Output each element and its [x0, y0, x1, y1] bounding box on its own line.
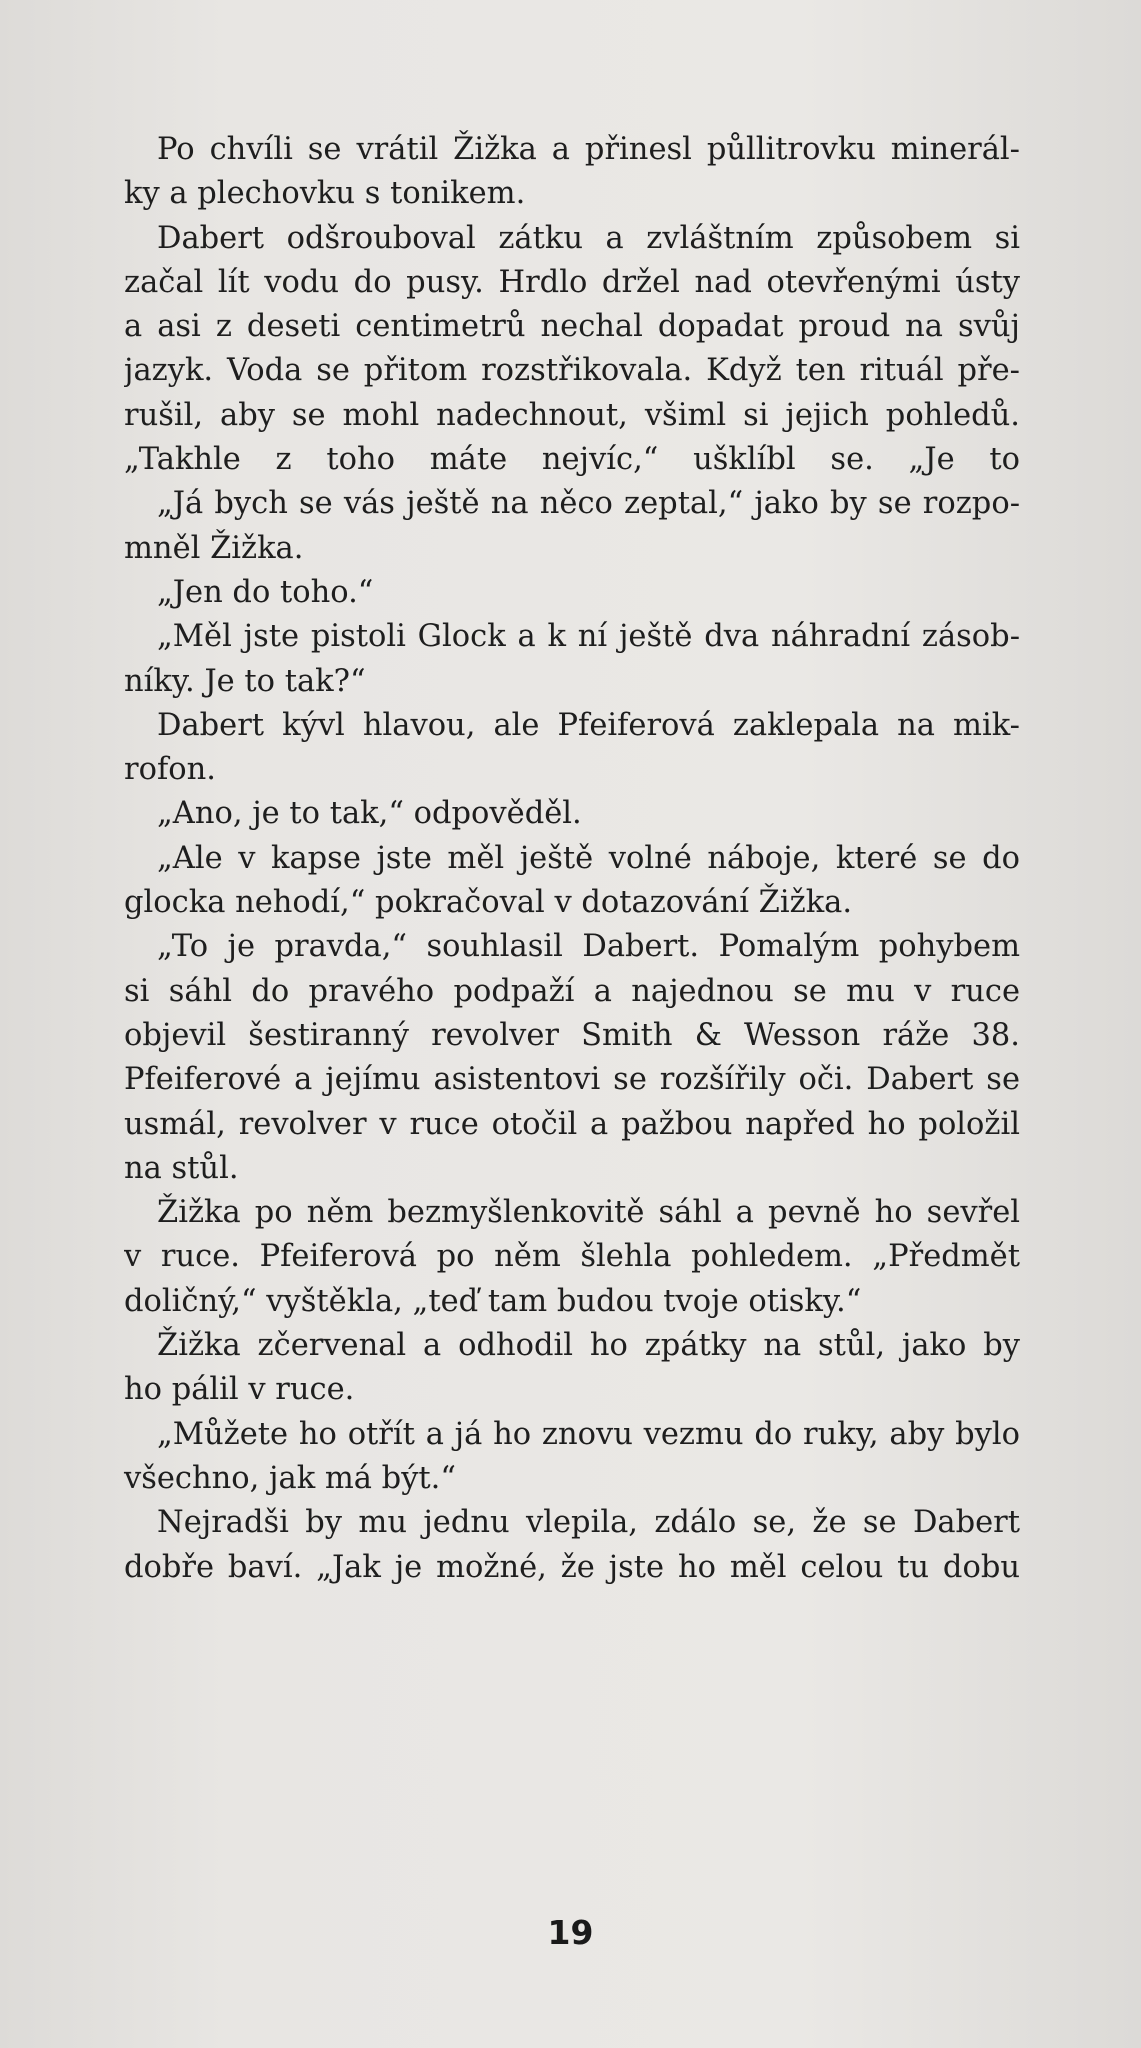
text-line: Žižka po něm bezmyšlenkovitě sáhl a pevně ho sevřel [157, 1195, 1020, 1231]
text-line: „Jen do toho.“ [157, 574, 374, 610]
text-line: „Měl jste pistoli Glock a k ní ještě dva náhradní zásob- [157, 619, 1020, 655]
text-line: „Takhle z toho máte nejvíc,“ ušklíbl se. „Je to [124, 442, 1020, 478]
text-line: začal lít vodu do pusy. Hrdlo držel nad otevřenými ústy [124, 264, 1020, 300]
text-line: Žižka zčervenal a odhodil ho zpátky na stůl, jako by [157, 1328, 1020, 1364]
text-line: doličný,“ vyštěkla, „teď tam budou tvoje otisky.“ [124, 1283, 862, 1319]
text-line: „To je pravda,“ souhlasil Dabert. Pomalým pohybem [157, 929, 1020, 965]
text-line: objevil šestiranný revolver Smith & Wesson ráže 38. [124, 1017, 1020, 1053]
text-line: Nejradši by mu jednu vlepila, zdálo se, že se Dabert [157, 1505, 1020, 1541]
text-line: „Můžete ho otřít a já ho znovu vezmu do ruky, aby bylo [157, 1416, 1020, 1452]
text-line: „Ano, je to tak,“ odpověděl. [157, 796, 582, 832]
text-line: usmál, revolver v ruce otočil a pažbou napřed ho položil [124, 1106, 1020, 1142]
text-line: mněl Žižka. [124, 530, 304, 566]
text-line: glocka nehodí,“ pokračoval v dotazování Žižka. [124, 885, 853, 921]
page-number: 19 [547, 1913, 594, 1952]
text-line: si sáhl do pravého podpaží a najednou se mu v ruce [124, 973, 1020, 1009]
text-line: „Ale v kapse jste měl ještě volné náboje, které se do [157, 840, 1020, 876]
text-line: Po chvíli se vrátil Žižka a přinesl půllitrovku minerál- [157, 132, 1020, 167]
text-line: „Já bych se vás ještě na něco zeptal,“ jako by se rozpo- [157, 486, 1020, 522]
text-line: všechno, jak má být.“ [124, 1460, 456, 1496]
page-body-text [124, 128, 1020, 1590]
text-line: v ruce. Pfeiferová po něm šlehla pohledem. „Předmět [124, 1239, 1020, 1275]
text-line: a asi z deseti centimetrů nechal dopadat proud na svůj [124, 309, 1020, 345]
text-line: Dabert kývl hlavou, ale Pfeiferová zaklepala na mik- [157, 707, 1020, 743]
text-line: na stůl. [124, 1150, 239, 1186]
text-line: ho pálil v ruce. [124, 1372, 355, 1408]
text-line: jazyk. Voda se přitom rozstřikovala. Když ten rituál pře- [124, 353, 1020, 389]
text-line: Pfeiferové a jejímu asistentovi se rozšířily oči. Dabert se [124, 1062, 1020, 1098]
text-line: rofon. [124, 752, 216, 788]
text-line: Dabert odšrouboval zátku a zvláštním způsobem si [157, 220, 1020, 256]
text-line: ky a plechovku s tonikem. [124, 176, 526, 212]
text-line: níky. Je to tak?“ [124, 663, 366, 699]
text-line: dobře baví. „Jak je možné, že jste ho měl celou tu dobu [124, 1549, 1020, 1585]
text-line: rušil, aby se mohl nadechnout, všiml si jejich pohledů. [124, 397, 1020, 433]
